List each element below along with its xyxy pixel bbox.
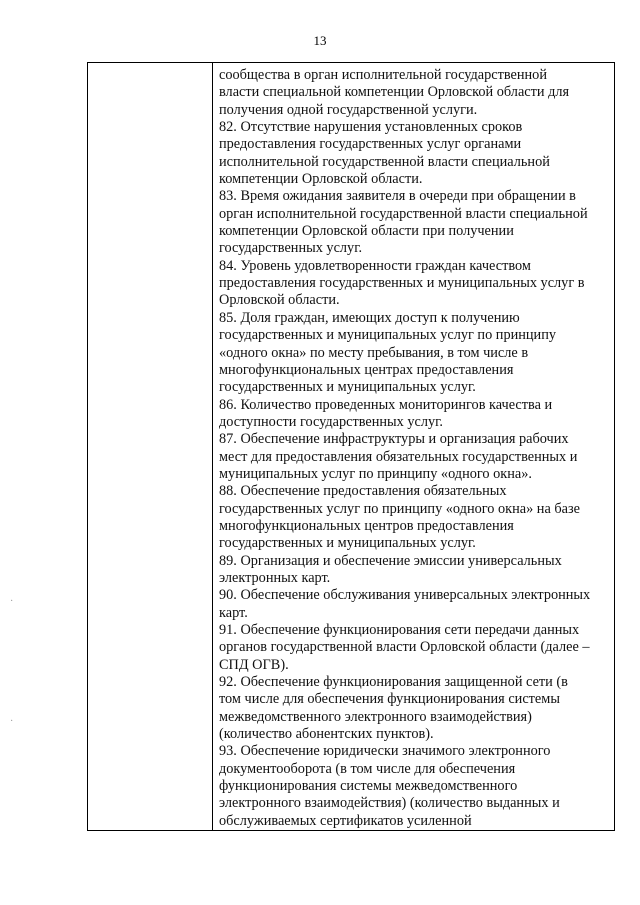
text-line: мест для предоставления обязательных государственных и <box>219 448 578 465</box>
table-right-column <box>219 67 613 830</box>
text-line: власти специальной компетенции Орловской области для <box>219 84 570 101</box>
text-line: предоставления государственных и муниципальных услуг в <box>219 275 585 292</box>
text-line: доступности государственных услуг. <box>219 413 443 430</box>
text-line: Орловской области. <box>219 292 340 309</box>
list-item <box>219 67 613 119</box>
text-line: 91. Обеспечение функционирования сети передачи данных <box>219 622 580 638</box>
text-line: «одного окна» по месту пребывания, в том числе в <box>219 344 529 361</box>
text-line: органов государственной власти Орловской области (далее – <box>219 639 590 656</box>
text-line: 83. Время ожидания заявителя в очереди при обращении в <box>219 188 576 205</box>
document-table <box>87 62 615 831</box>
text-line: 86. Количество проведенных мониторингов качества и <box>219 396 553 413</box>
list-item <box>219 188 613 257</box>
text-line: многофункциональных центров предоставления <box>219 517 514 534</box>
text-line: межведомственного электронного взаимодействия) <box>219 708 532 725</box>
list-item <box>219 258 613 310</box>
text-line: компетенции Орловской области. <box>219 171 423 188</box>
text-line: том числе для обеспечения функционирования системы <box>219 691 560 708</box>
text-line: 84. Уровень удовлетворенности граждан качеством <box>219 257 531 274</box>
text-line: 89. Организация и обеспечение эмиссии универсальных <box>219 552 562 569</box>
list-item <box>219 743 613 830</box>
list-item <box>219 622 613 674</box>
text-line: 90. Обеспечение обслуживания универсальных электронных <box>219 587 591 604</box>
text-line: (количество абонентских пунктов). <box>219 726 434 743</box>
scan-artifact: · <box>10 596 14 607</box>
text-line: 82. Отсутствие нарушения установленных сроков <box>219 119 523 136</box>
text-line: обслуживаемых сертификатов усиленной <box>219 812 472 829</box>
list-item <box>219 587 613 622</box>
text-line: карт. <box>219 604 248 621</box>
text-line: многофункциональных центрах предоставления <box>219 361 514 378</box>
list-item <box>219 431 613 483</box>
text-line: государственных и муниципальных услуг. <box>219 535 476 552</box>
text-line: 92. Обеспечение функционирования защищенной сети (в <box>219 674 568 691</box>
text-line: орган исполнительной государственной власти специальной <box>219 205 588 222</box>
text-line: 87. Обеспечение инфраструктуры и организация рабочих <box>219 431 569 448</box>
text-line: исполнительной государственной власти специальной <box>219 153 550 170</box>
text-line: функционирования системы межведомственного <box>219 778 518 795</box>
text-line: электронных карт. <box>219 569 331 586</box>
page-number: 13 <box>313 33 327 48</box>
list-item <box>219 553 613 588</box>
list-item <box>219 310 613 397</box>
text-line: электронного взаимодействия) (количество выданных и <box>219 795 560 812</box>
scan-artifact: · <box>10 716 14 727</box>
list-item <box>219 397 613 432</box>
text-line: сообщества в орган исполнительной государственной <box>219 67 547 83</box>
list-item <box>219 119 613 188</box>
table-left-column <box>88 63 213 830</box>
list-item <box>219 483 613 552</box>
list-item <box>219 674 613 743</box>
text-line: государственных услуг по принципу «одного окна» на базе <box>219 500 580 517</box>
text-line: государственных услуг. <box>219 240 363 257</box>
text-line: 85. Доля граждан, имеющих доступ к получению <box>219 309 520 326</box>
text-line: СПД ОГВ). <box>219 656 289 673</box>
text-line: 88. Обеспечение предоставления обязательных <box>219 483 507 500</box>
text-line: государственных и муниципальных услуг. <box>219 379 476 396</box>
text-line: государственных и муниципальных услуг по принципу <box>219 327 556 344</box>
text-line: получения одной государственной услуги. <box>219 101 478 118</box>
text-line: документооборота (в том числе для обеспечения <box>219 760 516 777</box>
text-line: компетенции Орловской области при получении <box>219 223 514 240</box>
text-line: муниципальных услуг по принципу «одного окна». <box>219 465 532 482</box>
text-line: 93. Обеспечение юридически значимого электронного <box>219 743 551 760</box>
text-line: предоставления государственных услуг органами <box>219 136 522 153</box>
